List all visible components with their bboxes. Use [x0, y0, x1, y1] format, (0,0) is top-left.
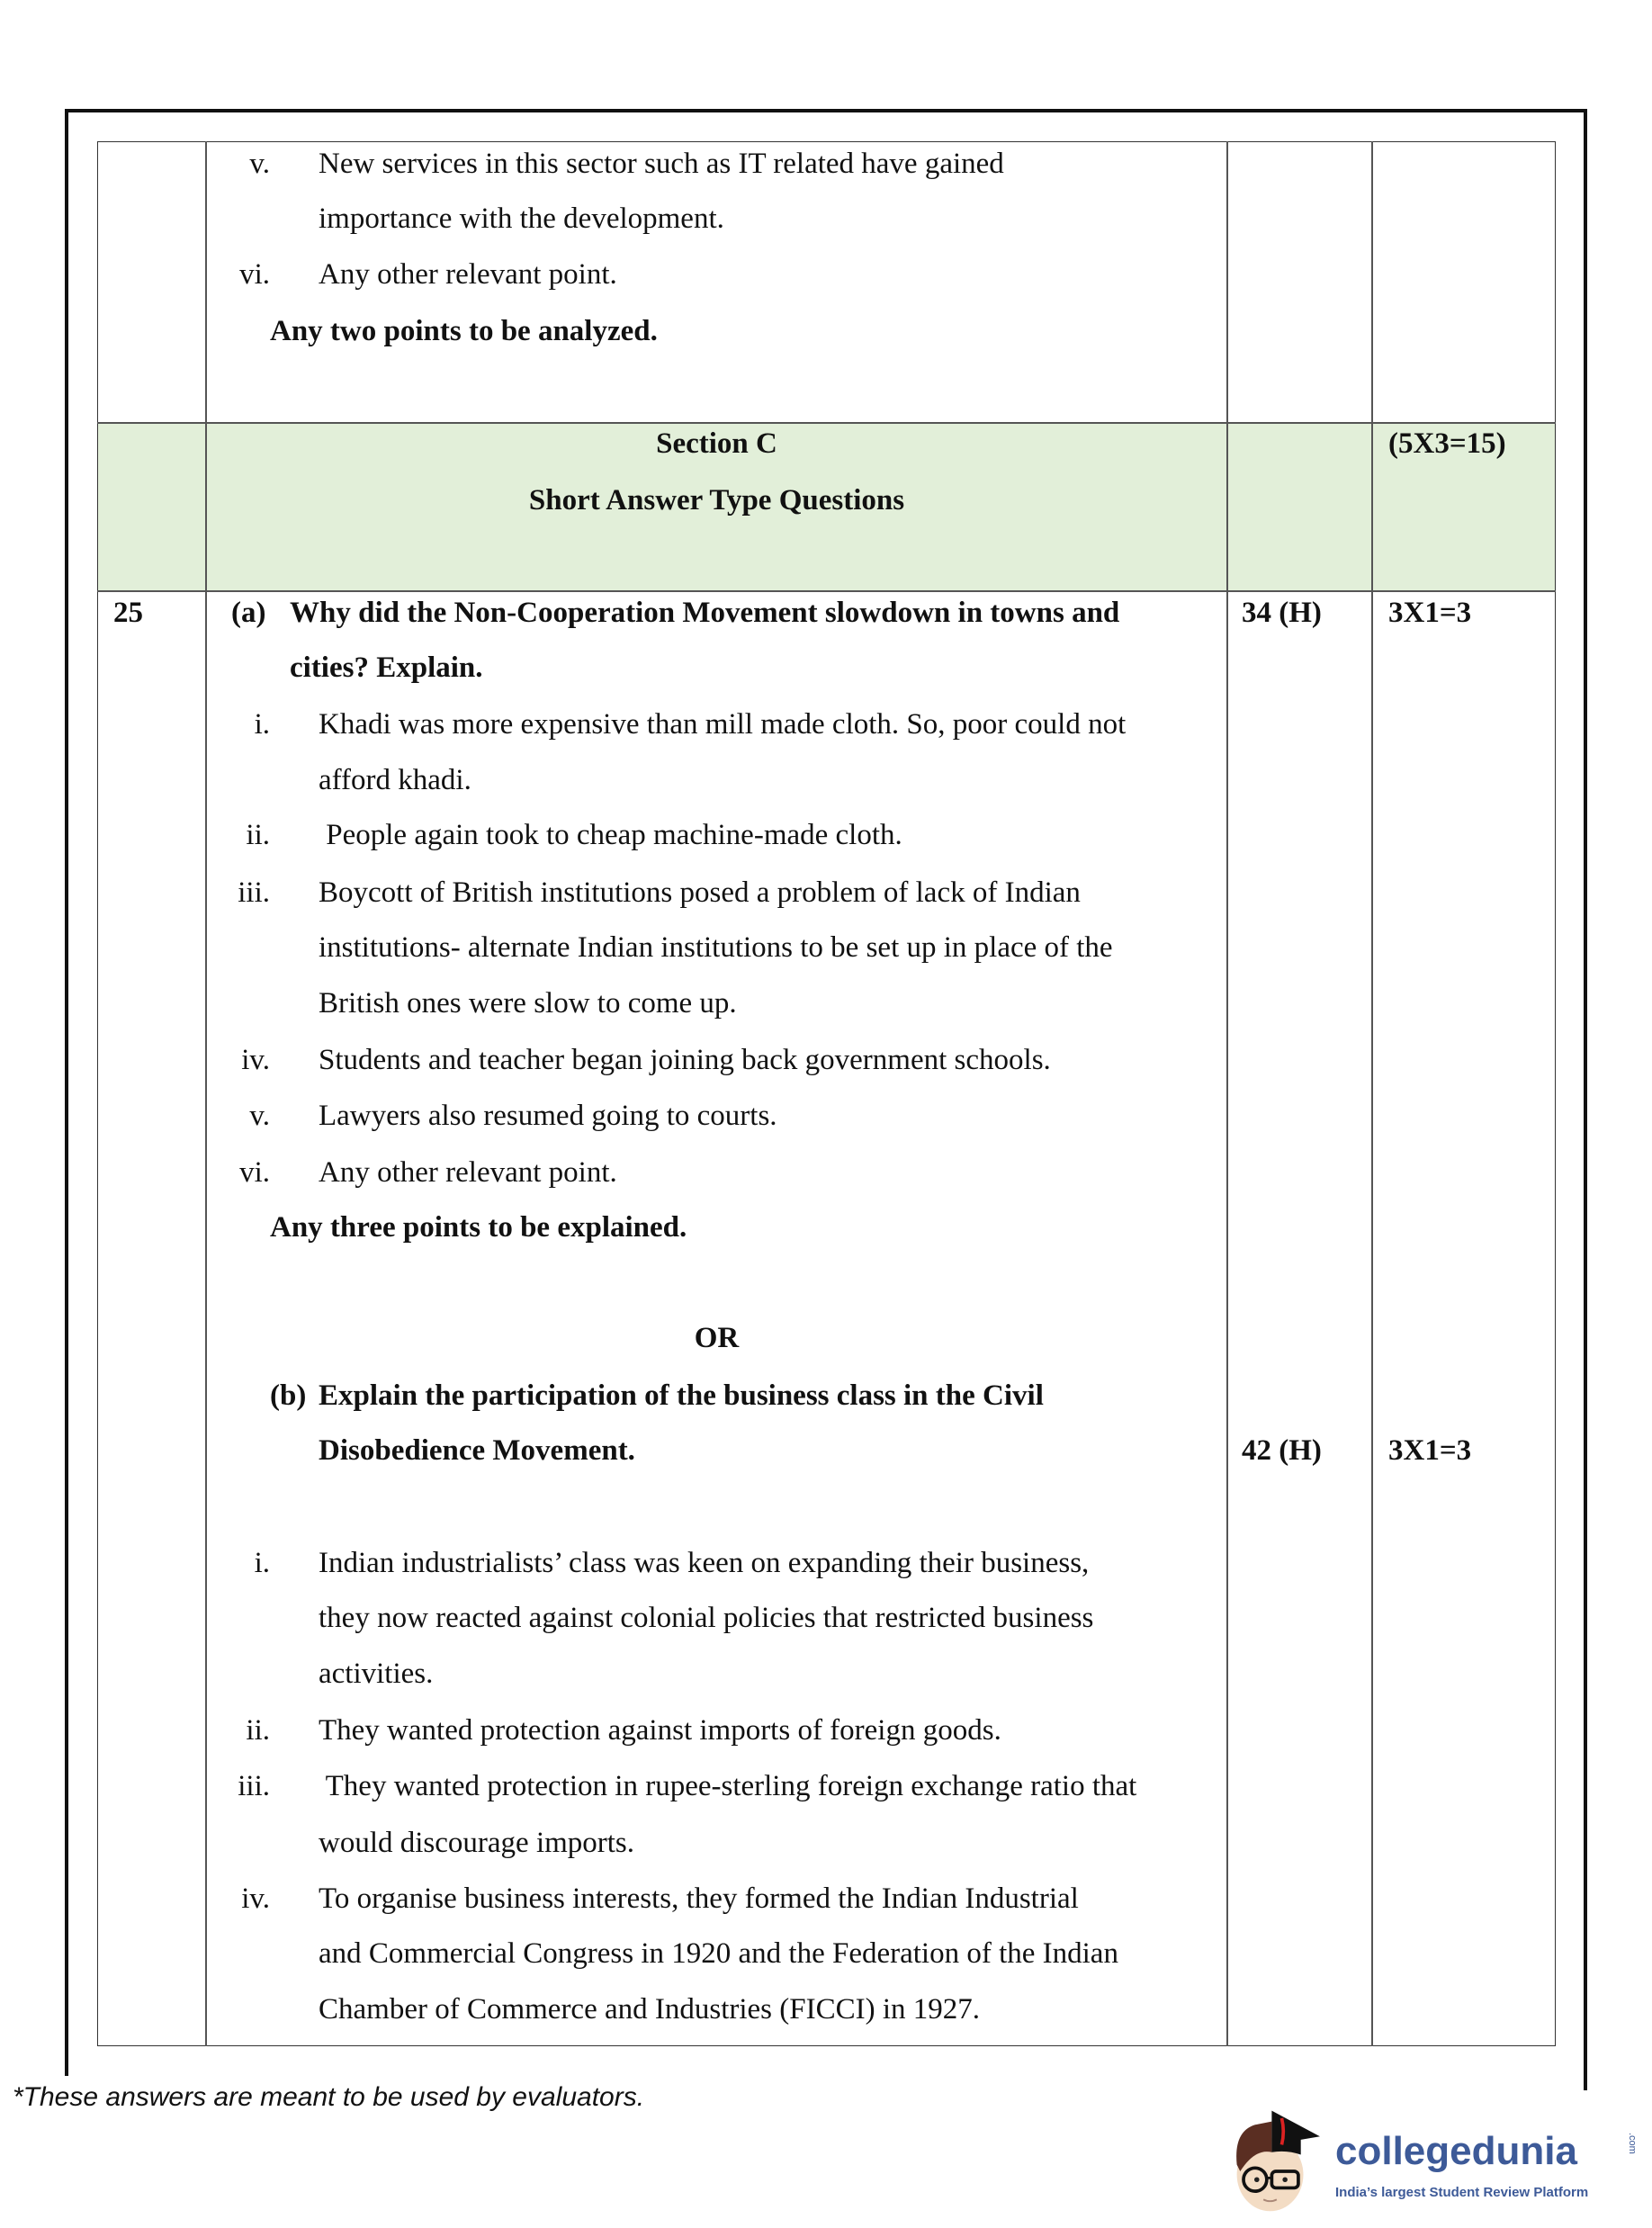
row-divider [97, 590, 1556, 592]
list-numeral: iv. [241, 1044, 270, 1076]
list-numeral: i. [254, 708, 270, 741]
list-numeral: iii. [238, 876, 270, 909]
list-item-text: To organise business interests, they formed the Indian Industrial [319, 1882, 1079, 1915]
list-item-text: activities. [319, 1658, 434, 1690]
page-border-right [1584, 109, 1587, 2090]
section-subtitle: Short Answer Type Questions [528, 484, 905, 517]
list-item-text: They wanted protection in rupee-sterling foreign exchange ratio that [319, 1770, 1137, 1802]
list-numeral: ii. [246, 1714, 270, 1747]
reference: 34 (H) [1242, 597, 1322, 629]
or-label: OR [694, 1322, 740, 1354]
list-item-text: Indian industrialists’ class was keen on expanding their business, [319, 1547, 1090, 1579]
footnote: *These answers are meant to be used by evaluators. [13, 2082, 645, 2112]
list-numeral: v. [249, 148, 270, 180]
list-item-text: Students and teacher began joining back government schools. [319, 1044, 1051, 1076]
list-numeral: i. [254, 1547, 270, 1579]
list-item-text: New services in this sector such as IT related have gained [319, 148, 1004, 180]
section-title: Section C [656, 427, 777, 460]
mascot-icon [1222, 2102, 1330, 2219]
list-item-text: and Commercial Congress in 1920 and the Federation of the Indian [319, 1937, 1118, 1970]
list-numeral: vi. [239, 1156, 270, 1189]
list-numeral: iv. [241, 1882, 270, 1915]
instruction-text: Any three points to be explained. [270, 1211, 687, 1244]
list-item-text: Chamber of Commerce and Industries (FICCI) in 1927. [319, 1993, 981, 2026]
question-text: Disobedience Movement. [319, 1434, 635, 1467]
marks: 3X1=3 [1388, 1434, 1472, 1467]
list-numeral: ii. [246, 819, 270, 851]
marks: 3X1=3 [1388, 597, 1472, 629]
logo-tagline: India’s largest Student Review Platform [1335, 2185, 1589, 2200]
question-text: Why did the Non-Cooperation Movement slowdown in towns and [290, 597, 1120, 629]
collegedunia-logo [1222, 2102, 1645, 2219]
list-numeral: iii. [238, 1770, 270, 1802]
page-border-top [65, 109, 1587, 112]
logo-wordmark: collegedunia [1335, 2129, 1577, 2173]
column-divider [1371, 141, 1373, 2046]
part-label: (a) [231, 597, 266, 629]
list-item-text: institutions- alternate Indian institutions to be set up in place of the [319, 931, 1113, 964]
list-item-text: They wanted protection against imports of foreign goods. [319, 1714, 1001, 1747]
list-item-text: People again took to cheap machine-made cloth. [319, 819, 902, 851]
list-item-text: Any other relevant point. [319, 1156, 617, 1189]
question-number: 25 [113, 597, 143, 629]
list-item-text: Khadi was more expensive than mill made cloth. So, poor could not [319, 708, 1127, 741]
list-item-text: afford khadi. [319, 764, 471, 796]
list-item-text: they now reacted against colonial policies that restricted business [319, 1602, 1094, 1634]
logo-suffix: .com [1627, 2133, 1638, 2154]
section-marks: (5X3=15) [1388, 427, 1506, 460]
list-item-text: Boycott of British institutions posed a problem of lack of Indian [319, 876, 1081, 909]
part-label: (b) [270, 1379, 307, 1412]
list-item-text: British ones were slow to come up. [319, 987, 737, 1020]
instruction-text: Any two points to be analyzed. [270, 315, 658, 347]
question-text: cities? Explain. [290, 651, 483, 684]
question-text: Explain the participation of the business class in the Civil [319, 1379, 1044, 1412]
list-item-text: Any other relevant point. [319, 258, 617, 291]
list-numeral: v. [249, 1100, 270, 1132]
list-numeral: vi. [239, 258, 270, 291]
list-item-text: importance with the development. [319, 202, 724, 235]
page-border-left [65, 109, 68, 2076]
reference: 42 (H) [1242, 1434, 1322, 1467]
list-item-text: would discourage imports. [319, 1827, 635, 1859]
list-item-text: Lawyers also resumed going to courts. [319, 1100, 777, 1132]
